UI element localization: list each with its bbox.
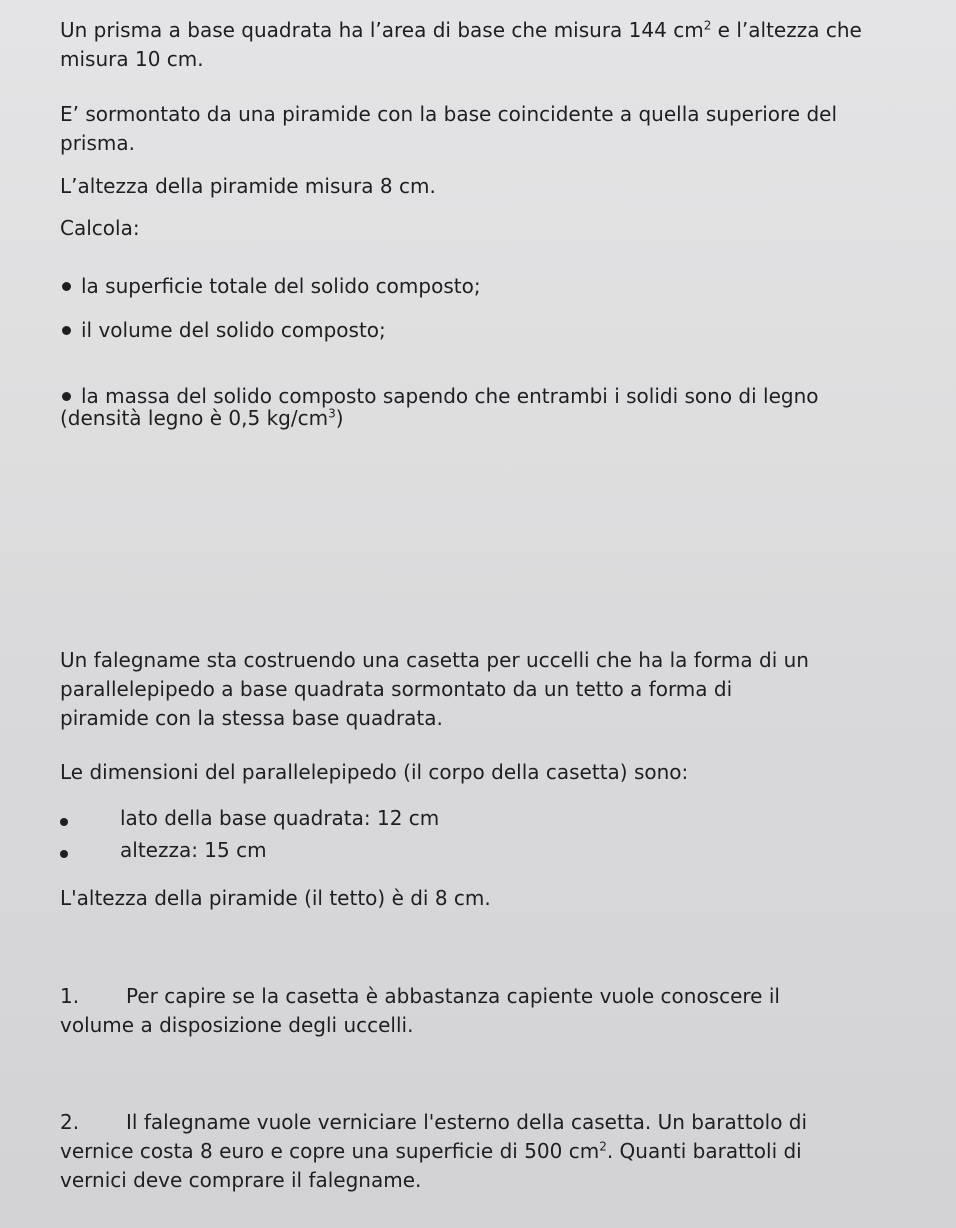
problem1-statement-a	[60, 16, 940, 74]
bullet-dot	[62, 282, 71, 291]
problem1-calcola-label: Calcola:	[60, 216, 140, 240]
problem1-bullet-mass: la massa del solido composto sapendo che entrambi i solidi sono di legno	[62, 382, 819, 411]
bullet-dot	[60, 850, 68, 858]
problem2-question2: Il falegname vuole verniciare l'esterno della casetta. Un barattolo di vernice costa 8 euro e copre una superficie di 500 $cm^2$. Quanti barattoli di vernici deve comprare il falegname.	[60, 1110, 808, 1192]
problem2-dim-height: altezza: 15 cm	[120, 838, 267, 862]
problem2-intro-line: parallelepipedo a base quadrata sormontato da un tetto a forma di	[60, 677, 733, 701]
problem2-intro-line: piramide con la stessa base quadrata.	[60, 706, 443, 730]
problem2-q2-number: 2.	[60, 1110, 80, 1134]
problem1-pyramid-height: L’altezza della piramide misura 8 cm.	[60, 174, 436, 198]
problem1-line2: misura 10 cm.	[60, 47, 204, 71]
problem2-dims-title: Le dimensioni del parallelepipedo (il corpo della casetta) sono:	[60, 760, 689, 784]
problem2-intro-line: Un falegname sta costruendo una casetta per uccelli che ha la forma di un	[60, 648, 809, 672]
bullet-dot	[62, 326, 71, 335]
problem1-statement-b	[60, 100, 940, 158]
problem2-intro	[60, 646, 940, 733]
problem1-line3: E’ sormontato da una piramide con la base coincidente a quella superiore del	[60, 102, 838, 126]
problem1-line1: Un prisma a base quadrata ha l’area di base che misura 144 $cm^2$ e l’altezza che	[60, 18, 862, 42]
problem2-q1-number: 1.	[60, 984, 80, 1008]
problem2-dim-side: lato della base quadrata: 12 cm	[120, 806, 440, 830]
bullet-dot	[62, 392, 71, 401]
problem1-density: (densità legno è 0,5 $kg/cm^3$)	[60, 406, 344, 430]
problem2-pyramid-height: L'altezza della piramide (il tetto) è di 8 cm.	[60, 886, 491, 910]
bullet-dot	[60, 818, 68, 826]
problem1-bullet-surface: la superficie totale del solido composto;	[62, 272, 481, 301]
problem1-bullet-volume: il volume del solido composto;	[62, 316, 386, 345]
problem1-line4: prisma.	[60, 131, 135, 155]
problem2-question1: Per capire se la casetta è abbastanza capiente vuole conoscere il volume a disposizione degli uccelli.	[60, 984, 780, 1037]
